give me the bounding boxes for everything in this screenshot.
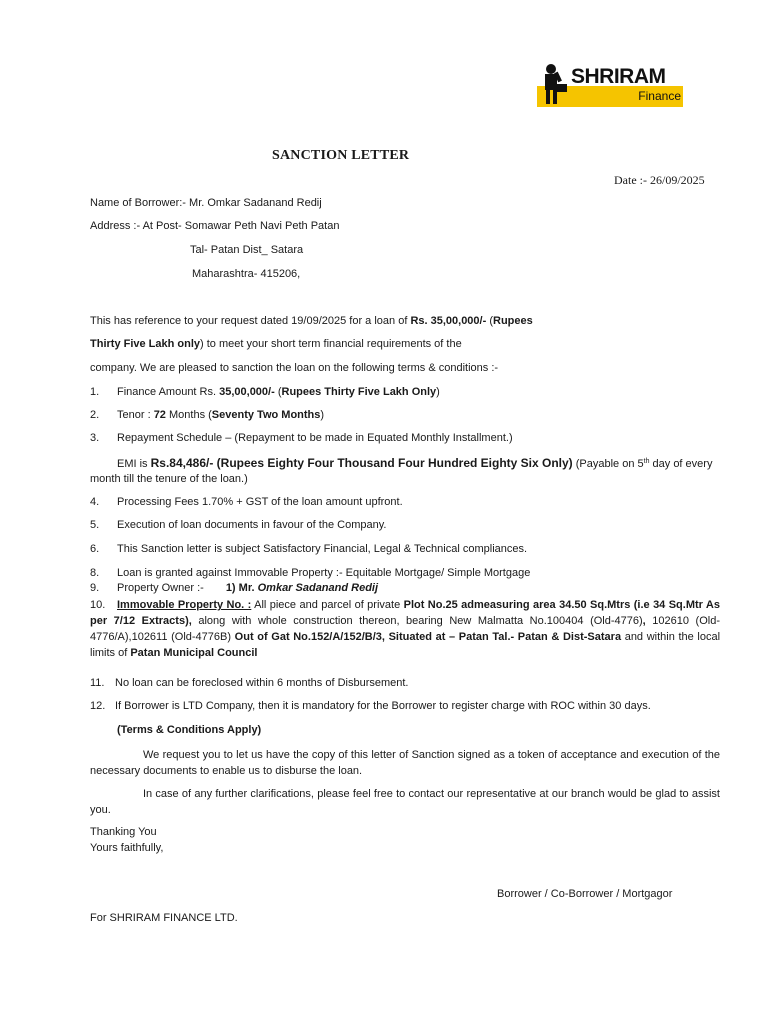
borrower-name: Name of Borrower:- Mr. Omkar Sadanand Redij bbox=[90, 197, 322, 209]
emi-text: (Payable on 5 bbox=[572, 458, 644, 470]
item-2 bbox=[90, 409, 324, 421]
item-text: Property Owner :- bbox=[117, 582, 204, 594]
finance-amount-words: Rupees Thirty Five Lakh Only bbox=[281, 386, 437, 398]
item-4 bbox=[90, 496, 403, 508]
item-text: local limits of bbox=[90, 631, 721, 659]
shriram-finance-logo bbox=[537, 62, 685, 108]
borrower-address-line-2: Tal- Patan Dist_ Satara bbox=[190, 244, 304, 256]
item-number: 5. bbox=[90, 519, 100, 531]
item-number: 4. bbox=[90, 496, 100, 508]
item-text: This Sanction letter is subject Satisfactory Financial, Legal & Technical compliances. bbox=[117, 543, 528, 555]
item-number: 1. bbox=[90, 386, 100, 398]
yours-faithfully: Yours faithfully, bbox=[90, 842, 164, 854]
terms-apply: (Terms & Conditions Apply) bbox=[117, 724, 262, 736]
loan-amount: Rs. 35,00,000/- bbox=[410, 315, 487, 327]
letter-date: Date :- 26/09/2025 bbox=[614, 173, 705, 187]
emi-text: EMI is bbox=[117, 458, 151, 470]
emi-line-2: month till the tenure of the loan.) bbox=[90, 473, 248, 485]
item-text: ( bbox=[274, 386, 282, 398]
emi-sup: th bbox=[643, 458, 650, 465]
item-text: Processing Fees 1.70% + GST of the loan amount upfront. bbox=[117, 496, 403, 508]
item-9 bbox=[90, 582, 378, 594]
item-text: Repayment Schedule – (Repayment to be made in Equated Monthly Installment.) bbox=[117, 432, 513, 444]
item-8 bbox=[90, 567, 530, 579]
intro-line-2 bbox=[90, 338, 462, 350]
item-number: 3. bbox=[90, 432, 100, 444]
owner-name: Omkar Sadanand Redij bbox=[257, 582, 379, 594]
borrower-address-line-1: Address :- At Post- Somawar Peth Navi Peth Patan bbox=[90, 220, 340, 232]
item-11 bbox=[90, 677, 409, 689]
item-text: If Borrower is LTD Company, then it is mandatory for the Borrower to register charge with ROC within 30 days. bbox=[115, 700, 651, 712]
thanking-you: Thanking You bbox=[90, 826, 157, 838]
logo-figure-icon bbox=[539, 62, 569, 106]
item-10 bbox=[90, 597, 720, 661]
intro-rupees: Rupees bbox=[493, 315, 533, 327]
emi-amount: Rs.84,486/- (Rupees Eighty Four Thousand Four Hundred Eighty Six Only) bbox=[150, 456, 573, 470]
item-text: Loan is granted against Immovable Property :- Equitable Mortgage/ Simple Mortgage bbox=[117, 567, 531, 579]
letter-title: SANCTION LETTER bbox=[272, 148, 410, 163]
item-number: 9. bbox=[90, 582, 100, 594]
property-heading: Immovable Property No. : bbox=[117, 599, 252, 611]
finance-amount: 35,00,000/- bbox=[219, 386, 275, 398]
emi-line-1 bbox=[117, 456, 712, 470]
item-number: 10. bbox=[90, 599, 106, 611]
closing-paragraph-2: In case of any further clarifications, please feel free to contact our representative at our branch would be glad to assist you. bbox=[90, 788, 720, 816]
gat-details: Out of Gat No.152/A/152/B/3, Situated at – Patan Tal.- Patan & Dist-Satara bbox=[234, 631, 622, 643]
company-signature-label: For SHRIRAM FINANCE LTD. bbox=[90, 912, 238, 924]
item-text: along with whole construction thereon, bearing New Malmatta No.100404 (Old-4776) bbox=[191, 615, 643, 627]
loan-amount-words: Thirty Five Lakh only bbox=[90, 338, 201, 350]
item-text: ) bbox=[320, 409, 325, 421]
extracts-note: per 7/12 Extracts), bbox=[90, 615, 192, 627]
item-5 bbox=[90, 519, 386, 531]
item-number: 8. bbox=[90, 567, 100, 579]
item-text: No loan can be foreclosed within 6 months of Disbursement. bbox=[115, 677, 409, 689]
item-text: Months ( bbox=[165, 409, 212, 421]
intro-paren: ( bbox=[486, 315, 494, 327]
item-text: ) bbox=[436, 386, 440, 398]
borrower-signature-label: Borrower / Co-Borrower / Mortgagor bbox=[497, 888, 673, 900]
owner-prefix: 1) Mr. bbox=[225, 582, 258, 594]
intro-text: This has reference to your request dated 19/09/2025 for a loan of bbox=[90, 315, 411, 327]
item-text: Execution of loan documents in favour of the Company. bbox=[117, 519, 387, 531]
intro-line-1 bbox=[90, 315, 533, 327]
tenor-words: Seventy Two Months bbox=[211, 409, 321, 421]
item-text: 4776/A),102611 (Old-4776B) bbox=[90, 631, 235, 643]
item-1 bbox=[90, 386, 440, 398]
item-text: 102610 (Old- bbox=[645, 615, 720, 627]
item-comma: , bbox=[642, 615, 646, 627]
item-number: 12. bbox=[90, 700, 106, 712]
intro-line-3: company. We are pleased to sanction the loan on the following terms & conditions :- bbox=[90, 362, 499, 374]
intro-text-2: ) to meet your short term financial requirements of the bbox=[200, 338, 462, 350]
item-6 bbox=[90, 543, 527, 555]
item-number: 6. bbox=[90, 543, 100, 555]
item-text: Finance Amount Rs. bbox=[117, 386, 220, 398]
tenor-months: 72 bbox=[153, 409, 166, 421]
municipal-council: Patan Municipal Council bbox=[130, 647, 258, 659]
borrower-address-line-3: Maharashtra- 415206, bbox=[192, 268, 301, 280]
item-12 bbox=[90, 700, 651, 712]
logo-brand-text: SHRIRAM bbox=[571, 65, 666, 88]
item-text: and within the bbox=[621, 631, 694, 643]
logo-sub-text: Finance bbox=[638, 89, 681, 103]
item-3 bbox=[90, 432, 513, 444]
emi-text: day of every bbox=[649, 458, 713, 470]
plot-details: Plot No.25 admeasuring area 34.50 Sq.Mtrs (i.e 34 Sq.Mtr As bbox=[403, 599, 720, 611]
item-number: 11. bbox=[90, 677, 105, 689]
item-number: 2. bbox=[90, 409, 100, 421]
item-text: All piece and parcel of private bbox=[251, 599, 404, 611]
closing-paragraph-1: We request you to let us have the copy of this letter of Sanction signed as a token of acceptance and execution of the necessary documents to enable us to disburse the loan. bbox=[90, 749, 720, 777]
item-text: Tenor : bbox=[117, 409, 154, 421]
